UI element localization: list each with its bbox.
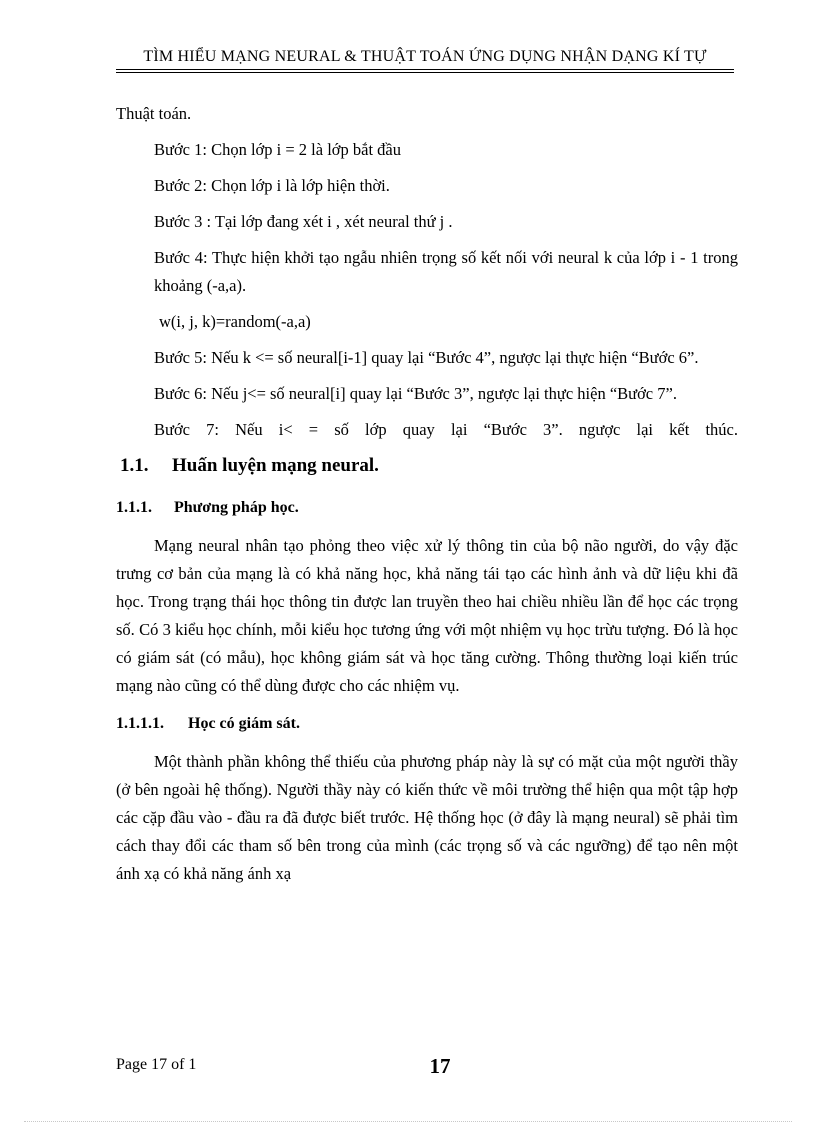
algorithm-step-7: Bước 7: Nếu i< = số lớp quay lại “Bước 3”. ngược lại kết thúc. xyxy=(154,420,738,439)
subsubsection-title: Học có giám sát. xyxy=(188,715,300,732)
algorithm-step-2: Bước 2: Chọn lớp i là lớp hiện thời. xyxy=(154,176,390,195)
subsubsection-number: 1.1.1.1. xyxy=(116,715,164,732)
body-paragraph-supervised: Một thành phần không thể thiếu của phương pháp này là sự có mặt của một người thầy (ở bên ngoài hệ thống). Người thầy này có kiến thức về môi trường thể hiện qua một tập hợp các cặp đầu vào - đầu ra đã được biết trước. Hệ thống học (ở đây là mạng neural) sẽ phải tìm cách thay đổi các tham số bên trong của mình (các trọng số và các ngưỡng) để tạo nên một ánh xạ có khả năng ánh xạ xyxy=(116,752,738,883)
page-body xyxy=(116,100,738,898)
algorithm-step-4: Bước 4: Thực hiện khởi tạo ngẫu nhiên trọng số kết nối với neural k của lớp i - 1 trong khoảng (-a,a). xyxy=(154,248,738,295)
algorithm-step-3: Bước 3 : Tại lớp đang xét i , xét neural thứ j . xyxy=(154,212,453,231)
subsection-heading xyxy=(116,494,738,522)
header-rule-top xyxy=(116,69,734,70)
subsubsection-heading xyxy=(116,710,738,738)
algorithm-intro: Thuật toán. xyxy=(116,104,192,123)
algorithm-step-5: Bước 5: Nếu k <= số neural[i-1] quay lại “Bước 4”, ngược lại thực hiện “Bước 6”. xyxy=(154,348,699,367)
algorithm-step-1: Bước 1: Chọn lớp i = 2 là lớp bắt đầu xyxy=(154,140,401,159)
footer-page-number: 17 xyxy=(429,1054,451,1078)
header-rule-bottom xyxy=(116,72,734,73)
weight-formula: w(i, j, k)=random(-a,a) xyxy=(159,312,311,331)
algorithm-step-6: Bước 6: Nếu j<= số neural[i] quay lại “Bước 3”, ngược lại thực hiện “Bước 7”. xyxy=(154,384,677,403)
footer-page-label: Page 17 of 1 xyxy=(116,1056,197,1073)
body-paragraph-learning: Mạng neural nhân tạo phỏng theo việc xử lý thông tin của bộ não người, do vậy đặc trưng cơ bản của mạng là có khả năng học, khả năng tái tạo các hình ảnh và dữ liệu khi đã học. Trong trạng thái học thông tin được lan truyền theo hai chiều nhiều lần để học các trọng số. Có 3 kiểu học chính, mỗi kiểu học tương ứng với một nhiệm vụ học trừu tượng. Đó là học có giám sát (có mẫu), học không giám sát và học tăng cường. Thông thường loại kiến trúc mạng nào cũng có thể dùng được cho các nhiệm vụ. xyxy=(116,536,738,695)
subsection-title: Phương pháp học. xyxy=(174,499,299,516)
section-number: 1.1. xyxy=(120,455,149,476)
section-heading xyxy=(116,452,738,480)
section-title: Huấn luyện mạng neural. xyxy=(172,455,379,476)
running-header: TÌM HIỂU MẠNG NEURAL & THUẬT TOÁN ỨNG DỤNG NHẬN DẠNG KÍ TỰ xyxy=(143,48,707,65)
page-bottom-edge xyxy=(24,1121,792,1122)
subsection-number: 1.1.1. xyxy=(116,499,152,516)
